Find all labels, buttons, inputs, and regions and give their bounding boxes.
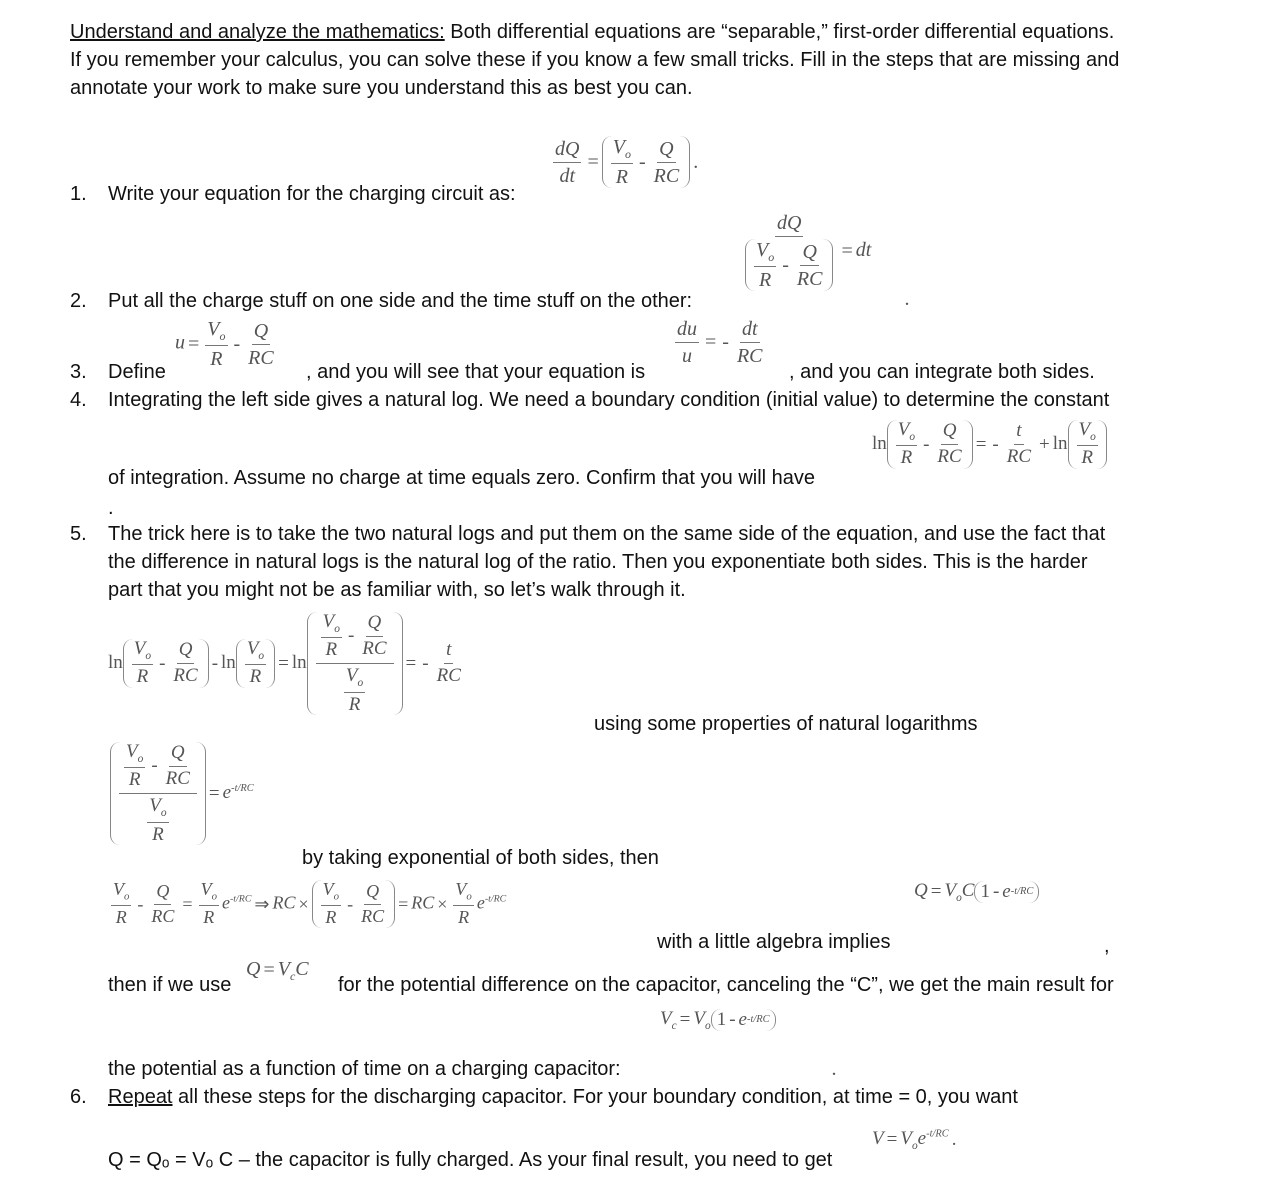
intro-line-1-text: Both differential equations are “separable,” first-order differential equations.	[444, 21, 1115, 43]
step-5-last-line: the potential as a function of time on a charging capacitor:	[108, 1058, 621, 1080]
step-5-then-use: then if we use	[108, 974, 232, 996]
step-4-line-1: Integrating the left side gives a natural log. We need a boundary condition (initial value) to determine the constant	[108, 389, 1110, 411]
step-4-line-2: of integration. Assume no charge at time equals zero. Confirm that you will have	[108, 467, 816, 489]
equation-3-u-definition: u = $\frac{V_o}{R}$ - $\frac{Q}{RC}$	[175, 318, 274, 371]
step-5-line-3: part that you might not be as familiar with, so let’s walk through it.	[108, 579, 686, 601]
equation-5c: $\frac{V_o}{R}$ - $\frac{Q}{RC}$ = $\frac{V_o}{R}$ $e^{-t/RC}$ ⇒ RC × $\frac{V_o}{R}$ - $\frac{Q}{RC}$ = RC × $\frac{V_o}{R}$ $e^{-t/RC}$	[113, 879, 507, 928]
step-6-line-1-text: all these steps for the discharging capacitor. For your boundary condition, at time = 0, you want	[172, 1086, 1018, 1108]
equation-6: $V = V_oe^{-t/RC}$ .	[872, 1128, 957, 1152]
step-2-text: Put all the charge stuff on one side and the time stuff on the other:	[108, 290, 693, 312]
step-3-mid: , and you will see that your equation is	[306, 361, 646, 383]
step-2-number: 2.	[70, 290, 87, 312]
intro-heading: Understand and analyze the mathematics:	[70, 21, 445, 43]
step-3-end: , and you can integrate both sides.	[789, 361, 1095, 383]
intro-line-2: If you remember your calculus, you can solve these if you know a few small tricks. Fill in the steps that are missing and	[70, 49, 1120, 71]
equation-1: $\frac{dQ}{dt}$ = $\frac{V_o}{R}$ - $\frac{Q}{RC}$ .	[555, 136, 699, 189]
step-5-line-2: the difference in natural logs is the natural log of the ratio. Then you exponentiate both sides. This is the harder	[108, 551, 1088, 573]
equation-5f-period: .	[832, 1058, 837, 1080]
step-6-line-1	[108, 1083, 1018, 1111]
intro-line-1	[70, 18, 1114, 46]
step-5-number: 5.	[70, 523, 87, 545]
step-4-number: 4.	[70, 389, 87, 411]
equation-3-du: $\frac{du}{u}$ = - $\frac{dt}{RC}$	[677, 318, 763, 367]
step-5-note-1: using some properties of natural logarithms	[594, 713, 978, 735]
step-5-line-1: The trick here is to take the two natural logs and put them on the same side of the equation, and use the fact that	[108, 523, 1106, 545]
step-4-period: .	[108, 497, 114, 519]
step-5-comma: ,	[1104, 935, 1110, 957]
equation-5d-Q: $Q = V_oC$ 1 - e -t/RC	[914, 880, 1039, 904]
equation-2-period: .	[905, 288, 910, 310]
step-5-note-2: by taking exponential of both sides, then	[302, 847, 659, 869]
step-5-note-3: with a little algebra implies	[657, 931, 891, 953]
step-1-number: 1.	[70, 183, 87, 205]
step-6-number: 6.	[70, 1086, 87, 1108]
equation-4: ln $\frac{V_o}{R}$ - $\frac{Q}{RC}$ = - $\frac{t}{RC}$ + ln $\frac{V_o}{R}$	[872, 420, 1107, 469]
step-6-repeat: Repeat	[108, 1086, 173, 1108]
step-1-text: Write your equation for the charging circuit as:	[108, 183, 516, 205]
equation-5f-Vc: $V_c = V_o$ 1 - e -t/RC	[660, 1008, 776, 1032]
equation-5b: $\frac{V_o}{R}$ - $\frac{Q}{RC}$ $\frac{V_o}{R}$ = $e^{-t/RC}$	[110, 742, 254, 845]
step-6-line-2: Q = Qₒ = Vₒ C – the capacitor is fully charged. As your final result, you need to get	[108, 1149, 833, 1171]
equation-5a: ln $\frac{V_o}{R}$ - $\frac{Q}{RC}$ - ln $\frac{V_o}{R}$ = ln $\frac{V_o}{R}$ - $\frac{Q}{RC}$ $\frac{V_o}{R}$ = - $\frac{t}{RC}$	[108, 611, 461, 715]
step-5-after-use: for the potential difference on the capacitor, canceling the “C”, we get the main result for	[338, 974, 1114, 996]
equation-5e-QVC: $Q = V_cC$	[246, 958, 309, 983]
step-3-define: Define	[108, 361, 166, 383]
equation-2: dQ $\frac{V_o}{R}$ - $\frac{Q}{RC}$ = dt	[740, 212, 871, 291]
intro-line-3: annotate your work to make sure you understand this as best you can.	[70, 77, 693, 99]
step-3-number: 3.	[70, 361, 87, 383]
